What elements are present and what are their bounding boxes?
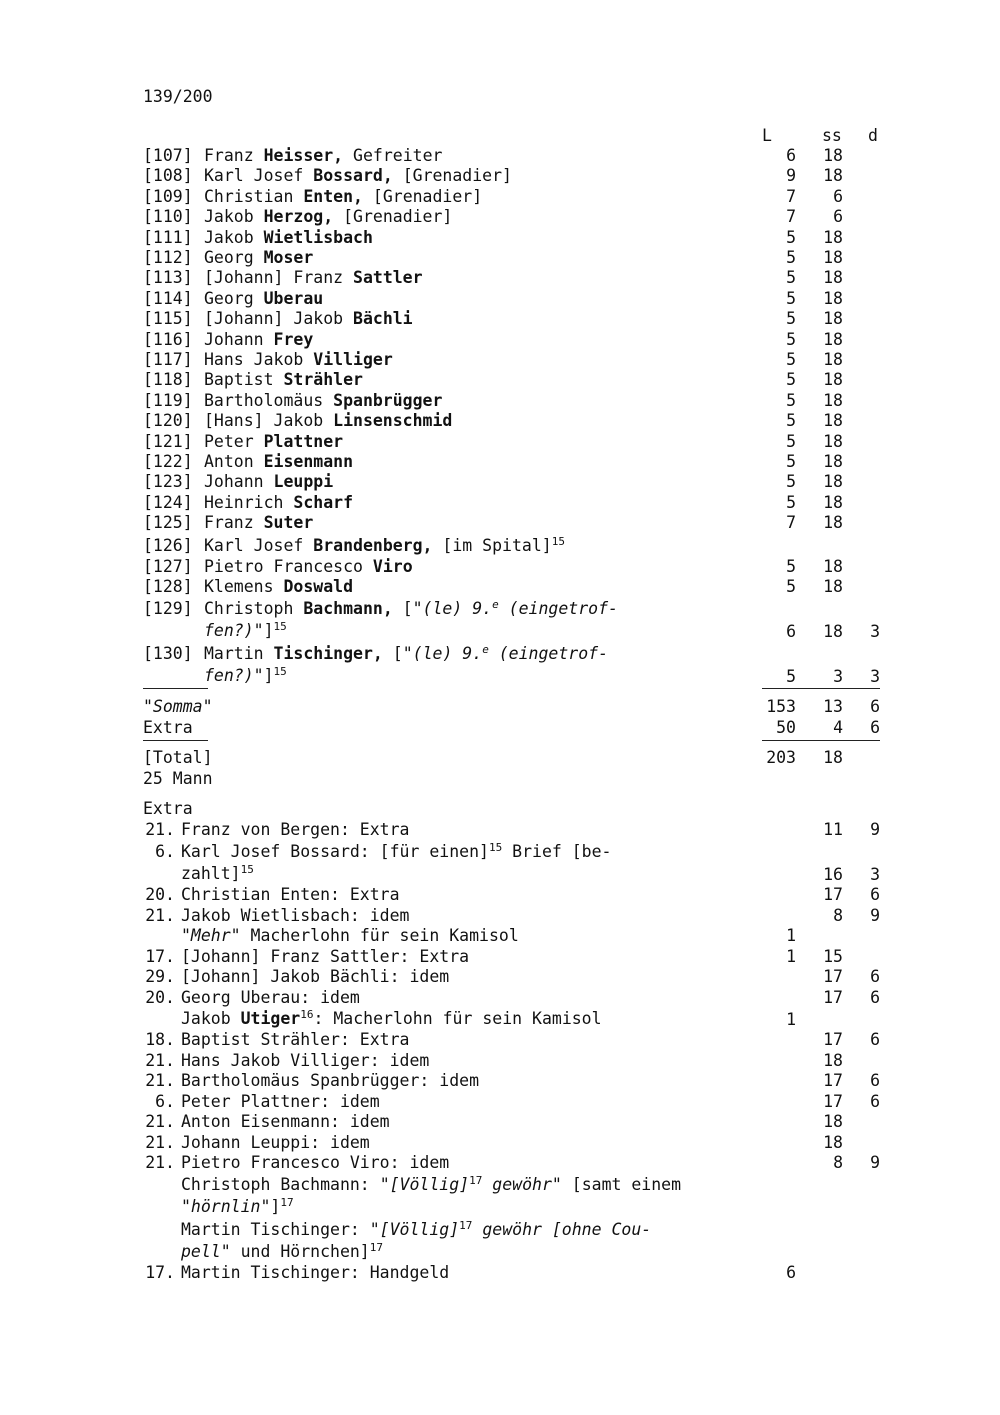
roster-name: Christian Enten, [Grenadier] (204, 187, 483, 206)
roster-L: 5 (786, 289, 796, 308)
extra-ss: 18 (823, 1051, 843, 1070)
roster-ss: 6 (833, 207, 843, 226)
roster-id: [124] (143, 493, 193, 512)
sum-rule (762, 688, 880, 689)
mehr-L: 1 (786, 926, 796, 945)
extra-date: 20. (145, 988, 175, 1007)
extra-ss: 18 (823, 1133, 843, 1152)
roster-L: 7 (786, 187, 796, 206)
utiger-text: Jakob Utiger$^{16}$: Macherlohn für sein Kamisol (181, 1008, 602, 1028)
roster-id: [121] (143, 432, 193, 451)
roster-id: [110] (143, 207, 193, 226)
roster-id: [122] (143, 452, 193, 471)
extra-date: 6. (155, 1092, 175, 1111)
somma-L: 153 (766, 697, 796, 716)
roster-L: 5 (786, 452, 796, 471)
extra-date: 21. (145, 1153, 175, 1172)
extra-date: 29. (145, 967, 175, 986)
roster-L: 5 (786, 411, 796, 430)
roster-name: Pietro Francesco Viro (204, 557, 413, 576)
extra-ss: 17 (823, 988, 843, 1007)
roster-ss: 18 (823, 472, 843, 491)
roster-id: [119] (143, 391, 193, 410)
extra-text: Georg Uberau: idem (181, 988, 360, 1007)
extra-text: Franz von Bergen: Extra (181, 820, 410, 839)
extra-ss: 8 (833, 906, 843, 925)
roster-name: Karl Josef Bossard, [Grenadier] (204, 166, 512, 185)
roster-L: 5 (786, 577, 796, 596)
extra-heading: Extra (143, 799, 193, 818)
extra-ss: 4 (833, 718, 843, 737)
mehr-text: "Mehr" Macherlohn für sein Kamisol (181, 926, 519, 945)
bachmann-note: Christoph Bachmann: "[Völlig]$^{17}$ gewöhr" [samt einem (181, 1174, 682, 1194)
roster-name: Bartholomäus Spanbrügger (204, 391, 443, 410)
roster-name: Jakob Wietlisbach (204, 228, 373, 247)
column-header-ss: ss (822, 126, 842, 145)
roster-L: 5 (786, 370, 796, 389)
extra-d: 9 (870, 906, 880, 925)
roster-id: [117] (143, 350, 193, 369)
extra-text: Pietro Francesco Viro: idem (181, 1153, 450, 1172)
roster-L: 5 (786, 432, 796, 451)
left-rule (143, 740, 208, 741)
roster-ss: 18 (823, 513, 843, 532)
extra-date: 21. (145, 906, 175, 925)
roster-name: Martin Tischinger, ["(le) 9.$^e$ (eingetrof- (204, 643, 609, 663)
roster-id: [113] (143, 268, 193, 287)
roster-L: 5 (786, 309, 796, 328)
extra-date: 21. (145, 820, 175, 839)
roster-id: [115] (143, 309, 193, 328)
roster-name: Klemens Doswald (204, 577, 354, 596)
roster-id: [116] (143, 330, 193, 349)
roster-id: [126] (143, 536, 193, 555)
column-header-L: L (762, 126, 772, 145)
extra-ss: 15 (823, 947, 843, 966)
roster-name: Hans Jakob Villiger (204, 350, 393, 369)
extra-d: 6 (870, 1030, 880, 1049)
roster-L: 5 (786, 248, 796, 267)
roster-name-continuation: fen?)"]$^{15}$ (204, 620, 287, 640)
roster-id: [107] (143, 146, 193, 165)
roster-ss: 18 (823, 452, 843, 471)
extra-ss: 11 (823, 820, 843, 839)
extra-text: Christian Enten: Extra (181, 885, 400, 904)
roster-id: [118] (143, 370, 193, 389)
column-header-d: d (868, 126, 878, 145)
extra-ss: 17 (823, 1030, 843, 1049)
somma-ss: 13 (823, 697, 843, 716)
roster-L: 6 (786, 146, 796, 165)
roster-id: [114] (143, 289, 193, 308)
roster-ss: 18 (823, 432, 843, 451)
roster-L: 5 (786, 493, 796, 512)
tischinger-note-continuation: pell" und Hörnchen]$^{17}$ (181, 1241, 383, 1261)
extra-date: 21. (145, 1051, 175, 1070)
extra-d: 6 (870, 1071, 880, 1090)
roster-ss: 6 (833, 187, 843, 206)
roster-ss: 18 (823, 391, 843, 410)
extra-d: 6 (870, 1092, 880, 1111)
roster-ss: 18 (823, 228, 843, 247)
roster-id: [120] (143, 411, 193, 430)
roster-name: [Johann] Franz Sattler (204, 268, 423, 287)
roster-L: 7 (786, 513, 796, 532)
roster-ss: 18 (823, 268, 843, 287)
roster-name: Anton Eisenmann (204, 452, 354, 471)
extra-date: 21. (145, 1112, 175, 1131)
roster-L: 7 (786, 207, 796, 226)
extra-d: 6 (870, 967, 880, 986)
extra-d: 9 (870, 1153, 880, 1172)
roster-name: [Hans] Jakob Linsenschmid (204, 411, 453, 430)
extra-d: 9 (870, 820, 880, 839)
somma-d: 6 (870, 697, 880, 716)
extra-date: 21. (145, 1071, 175, 1090)
roster-L: 5 (786, 557, 796, 576)
roster-id: [123] (143, 472, 193, 491)
roster-L: 5 (786, 472, 796, 491)
extra-ss: 17 (823, 1092, 843, 1111)
roster-name: Baptist Strähler (204, 370, 363, 389)
extra-L: 6 (786, 1263, 796, 1282)
roster-d: 3 (870, 667, 880, 686)
extra-ss: 8 (833, 1153, 843, 1172)
roster-L: 9 (786, 166, 796, 185)
total-L: 203 (766, 748, 796, 767)
extra-label: Extra (143, 718, 193, 737)
extra-date: 20. (145, 885, 175, 904)
bachmann-note-continuation: "hörnlin"]$^{17}$ (181, 1196, 294, 1216)
extra-d: 6 (870, 718, 880, 737)
roster-id: [111] (143, 228, 193, 247)
roster-id: [108] (143, 166, 193, 185)
somma-label: "Somma" (143, 697, 213, 716)
roster-id: [130] (143, 644, 193, 663)
roster-ss: 18 (823, 557, 843, 576)
roster-name: [Johann] Jakob Bächli (204, 309, 413, 328)
roster-name: Georg Moser (204, 248, 314, 267)
roster-name: Peter Plattner (204, 432, 344, 451)
total-ss: 18 (823, 748, 843, 767)
roster-name: Franz Heisser, Gefreiter (204, 146, 443, 165)
page-number: 139/200 (143, 87, 213, 106)
extra-text: Bartholomäus Spanbrügger: idem (181, 1071, 480, 1090)
extra-text: Johann Leuppi: idem (181, 1133, 370, 1152)
total-label: [Total] (143, 748, 213, 767)
roster-ss: 18 (823, 248, 843, 267)
extra-text: Martin Tischinger: Handgeld (181, 1263, 450, 1282)
extra-date: 6. (155, 842, 175, 861)
extra-text: [Johann] Jakob Bächli: idem (181, 967, 450, 986)
roster-id: [109] (143, 187, 193, 206)
extra-text-continuation: zahlt]$^{15}$ (181, 863, 254, 883)
tischinger-note: Martin Tischinger: "[Völlig]$^{17}$ gewöhr [ohne Cou- (181, 1219, 652, 1239)
left-rule (143, 688, 208, 689)
roster-ss: 18 (823, 146, 843, 165)
roster-ss: 18 (823, 166, 843, 185)
extra-d: 6 (870, 988, 880, 1007)
extra-ss: 17 (823, 967, 843, 986)
extra-text: Jakob Wietlisbach: idem (181, 906, 410, 925)
roster-id: [127] (143, 557, 193, 576)
extra-L: 1 (786, 947, 796, 966)
roster-name: Heinrich Scharf (204, 493, 354, 512)
extra-text: [Johann] Franz Sattler: Extra (181, 947, 470, 966)
roster-ss: 18 (823, 411, 843, 430)
roster-name-continuation: fen?)"]$^{15}$ (204, 665, 287, 685)
roster-name: Jakob Herzog, [Grenadier] (204, 207, 453, 226)
utiger-L: 1 (786, 1010, 796, 1029)
roster-name: Georg Uberau (204, 289, 324, 308)
extra-d: 3 (870, 865, 880, 884)
roster-ss: 18 (823, 350, 843, 369)
extra-ss: 16 (823, 865, 843, 884)
roster-name: Franz Suter (204, 513, 314, 532)
roster-id: [129] (143, 599, 193, 618)
roster-name: Karl Josef Brandenberg, [im Spital]$^{15}$ (204, 535, 565, 555)
roster-id: [112] (143, 248, 193, 267)
roster-d: 3 (870, 622, 880, 641)
extra-ss: 17 (823, 885, 843, 904)
extra-date: 17. (145, 1263, 175, 1282)
roster-ss: 18 (823, 370, 843, 389)
roster-ss: 18 (823, 309, 843, 328)
roster-L: 5 (786, 268, 796, 287)
extra-L: 50 (776, 718, 796, 737)
roster-id: [128] (143, 577, 193, 596)
roster-ss: 18 (823, 330, 843, 349)
roster-name: Christoph Bachmann, ["(le) 9.$^e$ (eingetrof- (204, 598, 618, 618)
roster-L: 5 (786, 667, 796, 686)
extra-text: Anton Eisenmann: idem (181, 1112, 390, 1131)
roster-L: 5 (786, 391, 796, 410)
roster-ss: 18 (823, 577, 843, 596)
extra-date: 17. (145, 947, 175, 966)
extra-ss: 17 (823, 1071, 843, 1090)
extra-d: 6 (870, 885, 880, 904)
roster-L: 5 (786, 350, 796, 369)
roster-ss: 18 (823, 493, 843, 512)
extra-text: Peter Plattner: idem (181, 1092, 380, 1111)
roster-L: 5 (786, 330, 796, 349)
roster-ss: 18 (823, 622, 843, 641)
roster-L: 5 (786, 228, 796, 247)
extra-text: Baptist Strähler: Extra (181, 1030, 410, 1049)
extra-text: Karl Josef Bossard: [für einen]$^{15}$ Brief [be- (181, 841, 612, 861)
extra-text: Hans Jakob Villiger: idem (181, 1051, 430, 1070)
roster-name: Johann Leuppi (204, 472, 334, 491)
roster-L: 6 (786, 622, 796, 641)
total-rule (762, 740, 880, 741)
roster-ss: 18 (823, 289, 843, 308)
extra-date: 21. (145, 1133, 175, 1152)
roster-id: [125] (143, 513, 193, 532)
extra-date: 18. (145, 1030, 175, 1049)
extra-ss: 18 (823, 1112, 843, 1131)
mann-count: 25 Mann (143, 769, 213, 788)
roster-name: Johann Frey (204, 330, 314, 349)
roster-ss: 3 (833, 667, 843, 686)
